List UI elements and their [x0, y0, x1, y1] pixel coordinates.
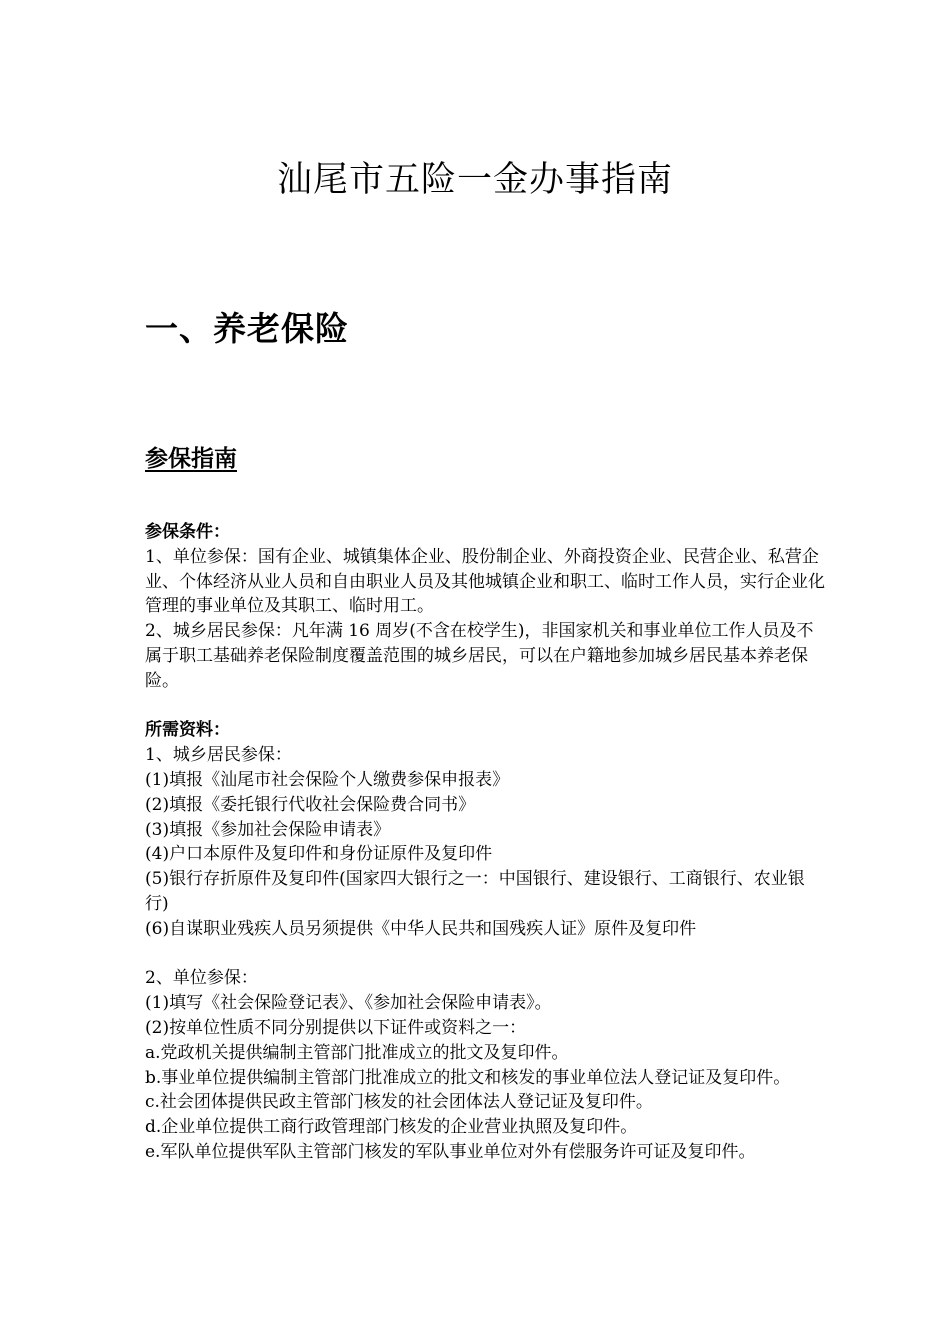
resident-material-item: (2)填报《委托银行代收社会保险费合同书》 — [145, 794, 476, 815]
paragraph-gap — [145, 694, 825, 719]
resident-material-item: (1)填报《汕尾市社会保险个人缴费参保申报表》 — [145, 769, 510, 790]
unit-material-item: (2)按单位性质不同分别提供以下证件或资料之一： — [145, 1017, 527, 1038]
subsection-heading-enrollment-guide: 参保指南 — [145, 445, 237, 472]
resident-materials-heading: 1、城乡居民参保： — [145, 745, 292, 766]
unit-material-item: d.企业单位提供工商行政管理部门核发的企业营业执照及复印件。 — [145, 1117, 638, 1138]
resident-material-item: (6)自谋职业残疾人员另须提供《中华人民共和国残疾人证》原件及复印件 — [145, 918, 697, 939]
conditions-label: 参保条件： — [145, 522, 230, 542]
resident-material-item: (4)户口本原件及复印件和身份证原件及复印件 — [145, 844, 493, 865]
condition-item: 2、城乡居民参保：凡年满 16 周岁(不含在校学生)，非国家机关和事业单位工作人员及不属于职工基础养老保险制度覆盖范围的城乡居民，可以在户籍地参加城乡居民基本养老保险。 — [145, 621, 814, 691]
unit-material-item: b.事业单位提供编制主管部门批准成立的批文和核发的事业单位法人登记证及复印件。 — [145, 1067, 791, 1088]
unit-materials-heading: 2、单位参保： — [145, 968, 258, 989]
condition-item: 1、单位参保：国有企业、城镇集体企业、股份制企业、外商投资企业、民营企业、私营企业、个体经济从业人员和自由职业人员及其他城镇企业和职工、临时工作人员，实行企业化管理的事业单位及其职工、临时用工。 — [145, 546, 825, 617]
paragraph-gap — [145, 942, 825, 967]
unit-material-item: e.军队单位提供军队主管部门核发的军队事业单位对外有偿服务许可证及复印件。 — [145, 1141, 756, 1162]
resident-material-item: (3)填报《参加社会保险申请表》 — [145, 819, 391, 840]
resident-material-item: (5)银行存折原件及复印件(国家四大银行之一：中国银行、建设银行、工商银行、农业银行) — [145, 869, 805, 914]
section-heading-pension: 一、养老保险 — [145, 309, 349, 348]
materials-label: 所需资料： — [145, 720, 230, 741]
unit-material-item: c.社会团体提供民政主管部门核发的社会团体法人登记证及复印件。 — [145, 1092, 653, 1113]
unit-material-item: a.党政机关提供编制主管部门批准成立的批文及复印件。 — [145, 1042, 569, 1063]
document-body — [145, 520, 825, 1165]
document-title: 汕尾市五险一金办事指南 — [276, 160, 673, 200]
unit-material-item: (1)填写《社会保险登记表》、《参加社会保险申请表》。 — [145, 993, 552, 1014]
